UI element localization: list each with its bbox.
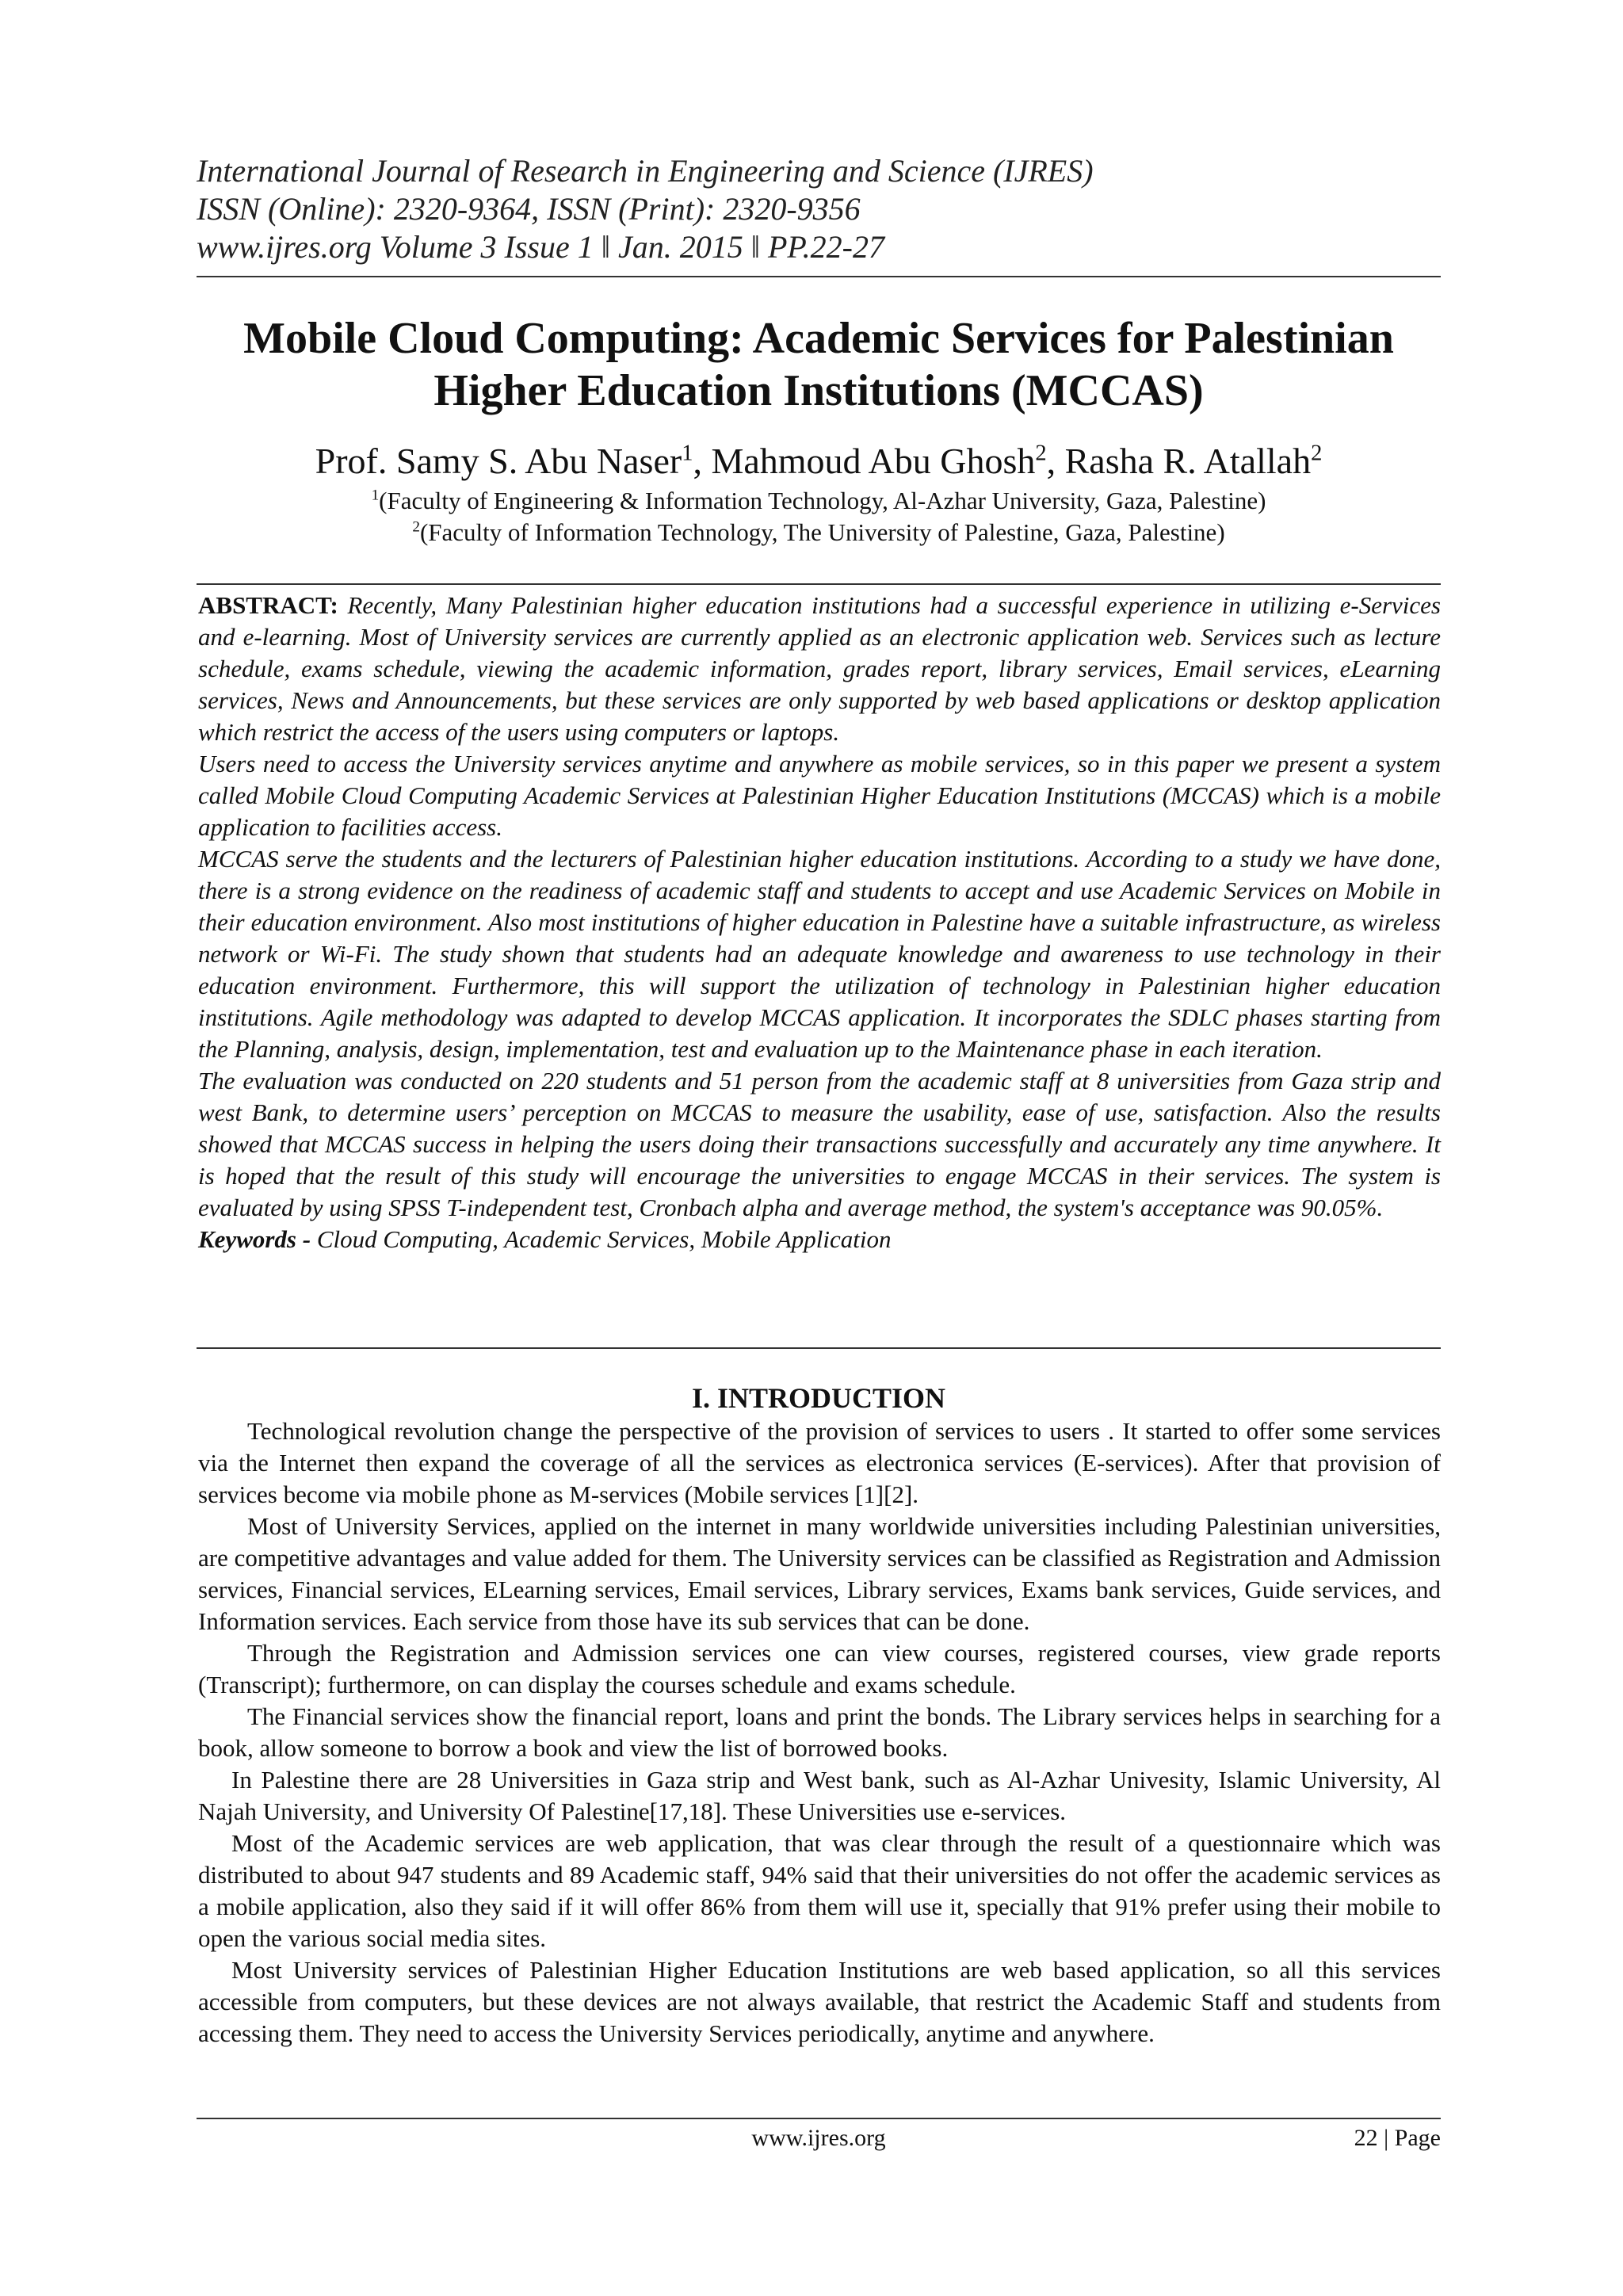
title-line-2: Higher Education Institutions (MCCAS) [433,366,1204,415]
affiliation-1 [197,485,1441,517]
author-separator-2: , [1046,441,1065,481]
body-paragraph-3: Through the Registration and Admission services one can view courses, registered courses, view grade reports (Transcript); furthermore, on can display the courses schedule and exams schedule. [198,1639,1441,1698]
abstract-text-1: Recently, Many Palestinian higher education institutions had a successful experience in utilizing e-Services and e-learning. Most of University services are currently applied as an electronic application web. Services such as lecture schedule, exams schedule, viewing the academic information, grades report, library services, Email services, eLearning services, News and Announcements, but these services are only supported by web based applications or desktop application which restrict the access of the users using computers or laptops. [198,591,1441,746]
abstract-bottom-divider [197,1347,1441,1349]
header-divider [197,276,1441,277]
journal-volume: www.ijres.org Volume 3 Issue 1 ǁ Jan. 2015 ǁ PP.22-27 [197,229,884,265]
footer-url: www.ijres.org [751,2125,886,2151]
affiliation-2-text: (Faculty of Information Technology, The University of Palestine, Gaza, Palestine) [419,518,1225,546]
abstract [198,590,1441,1255]
abstract-paragraph-1 [198,590,1441,748]
body-paragraph-1: Technological revolution change the perspective of the provision of services to users . It started to offer some services via the Internet then expand the coverage of all the services as electronica services (E-services). After that provision of services become via mobile phone as M-services (Mobile services [1][2]. [198,1417,1441,1508]
abstract-paragraph-3: MCCAS serve the students and the lecturers of Palestinian higher education institutions. According to a study we have done, there is a strong evidence on the readiness of academic staff and students to accept and use Academic Services on Mobile in their education environment. Also most institutions of higher education in Palestine have a suitable infrastructure, as wireless network or Wi-Fi. The study shown that students had an adequate knowledge and awareness to use technology in their education environment. Furthermore, this will support the utilization of technology in Palestinian higher education institutions. Agile methodology was adapted to develop MCCAS application. It incorporates the SDLC phases starting from the Planning, analysis, design, implementation, test and evaluation up to the Maintenance phase in each iteration. [198,845,1441,1063]
author-list [197,439,1441,483]
abstract-colon: : [330,591,338,619]
title-line-1: Mobile Cloud Computing: Academic Services for Palestinian [243,314,1394,363]
paper-title [197,312,1441,417]
journal-header [197,152,1441,266]
author-3-name: Rasha R. Atallah [1064,441,1312,481]
introduction-body [198,1415,1441,2050]
abstract-paragraph-4: The evaluation was conducted on 220 students and 51 person from the academic staff at 8 universities from Gaza strip and west Bank, to determine users’ perception on MCCAS to measure the usability, ease of use, satisfaction. Also the results showed that MCCAS success in helping the users doing their transactions successfully and accurately any time anywhere. It is hoped that the result of this study will encourage the universities to engage MCCAS in their services. The system is evaluated by using SPSS T-independent test, Cronbach alpha and average method, the system's acceptance was 90.05%. [198,1067,1441,1221]
author-1-name: Prof. Samy S. Abu Naser [315,441,682,481]
keywords-label: Keywords - [198,1225,317,1253]
author-3-affil-mark: 2 [1311,441,1323,466]
page-number: 22 | Page [1354,2125,1441,2151]
abstract-label: ABSTRACT [198,591,330,619]
body-paragraph-2: Most of University Services, applied on the internet in many worldwide universities including Palestinian universities, are competitive advantages and value added for them. The University services can be classified as Registration and Admission services, Financial services, ELearning services, Email services, Library services, Exams bank services, Guide services, and Information services. Each service from those have its sub services that can be done. [198,1512,1441,1635]
footer-divider [197,2118,1441,2119]
body-paragraph-4: The Financial services show the financial report, loans and print the bonds. The Library services helps in searching for a book, allow someone to borrow a book and view the list of borrowed books. [198,1702,1441,1762]
abstract-top-divider [197,583,1441,585]
body-paragraph-7: Most University services of Palestinian Higher Education Institutions are web based application, so all this services accessible from computers, but these devices are not always available, that restrict the Academic Staff and students from accessing them. They need to access the University Services periodically, anytime and anywhere. [198,1956,1441,2047]
keywords-text: Cloud Computing, Academic Services, Mobile Application [316,1225,892,1253]
body-paragraph-6: Most of the Academic services are web application, that was clear through the result of a questionnaire which was distributed to about 947 students and 89 Academic staff, 94% said that their universities do not offer the academic services as a mobile application, also they said if it will offer 86% from them will use it, specially that 91% prefer using their mobile to open the various social media sites. [198,1829,1441,1952]
page-footer [197,2121,1441,2156]
affiliation-1-text: (Faculty of Engineering & Information Technology, Al-Azhar University, Gaza, Palestine) [379,487,1266,514]
affiliations [197,485,1441,548]
journal-name: International Journal of Research in Engineering and Science (IJRES) [197,153,1094,189]
keywords-line [198,1224,1441,1255]
affiliation-1-mark: 1 [371,487,380,504]
author-separator-1: , [693,441,712,481]
author-2-affil-mark: 2 [1035,441,1047,466]
section-heading-introduction: I. INTRODUCTION [691,1382,946,1414]
author-1-affil-mark: 1 [682,441,693,466]
author-2-name: Mahmoud Abu Ghosh [711,441,1036,481]
abstract-paragraph-2: Users need to access the University services anytime and anywhere as mobile services, so in this paper we present a system called Mobile Cloud Computing Academic Services at Palestinian Higher Education Institutions (MCCAS) which is a mobile application to facilities access. [198,750,1441,841]
affiliation-2-mark: 2 [412,518,420,536]
affiliation-2 [197,517,1441,548]
body-paragraph-5: In Palestine there are 28 Universities in Gaza strip and West bank, such as Al-Azhar Univesity, Islamic University, Al Najah University, and University Of Palestine[17,18]. These Universities use e-services. [198,1766,1441,1825]
journal-issn: ISSN (Online): 2320-9364, ISSN (Print): 2320-9356 [197,191,861,227]
